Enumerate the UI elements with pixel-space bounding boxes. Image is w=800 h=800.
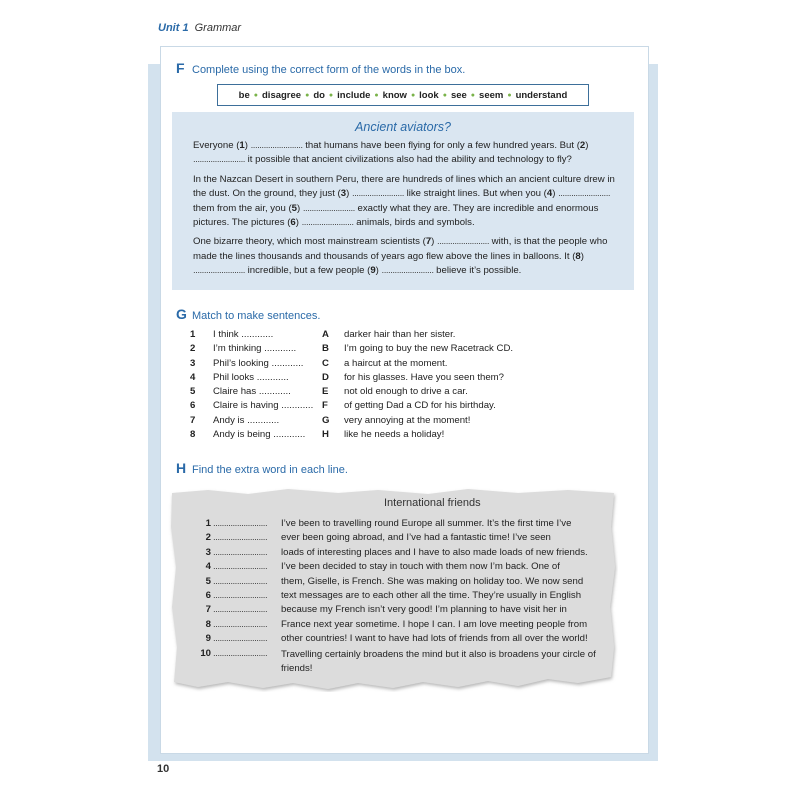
answer-blank: ......................... (213, 518, 268, 529)
reading-text-segment: ) (296, 202, 303, 214)
unit-header (158, 22, 241, 34)
reading-text-segment: In the Nazcan Desert in southern Peru, there are hundreds of lines which an ancient culture drew in the dust. On the ground, they just ( (193, 173, 615, 200)
line-number: 8 (205, 618, 211, 630)
line-number: 9 (205, 633, 211, 645)
line-number: 6 (205, 589, 211, 601)
exercise-f-instruction: Complete using the correct form of the words in the box. (192, 64, 466, 76)
reading-text-segment: animals, birds and symbols. (353, 217, 475, 229)
answer-blank: ......................... (213, 604, 268, 616)
bullet-icon: ● (253, 91, 258, 99)
reading-text-segment: One bizarre theory, which most mainstream scientists ( (193, 236, 426, 248)
reading-text-segment: ) (431, 236, 438, 248)
match-number: 1 (190, 329, 196, 340)
answer-gap: ........................ (301, 217, 354, 229)
reading-text-segment: it possible that ancient civilizations also had the ability and technology to fly? (244, 154, 572, 166)
match-letter: H (322, 429, 329, 441)
reading-paragraph (193, 235, 623, 278)
answer-blank: ......................... (213, 561, 268, 573)
answer-blank: ......................... (213, 532, 268, 544)
word-box (217, 84, 589, 106)
word-box-word: disagree (262, 89, 302, 101)
reading-title: Ancient aviators? (355, 120, 451, 134)
word-box-word: understand (515, 89, 568, 101)
line-number: 2 (205, 532, 211, 544)
bullet-icon: ● (410, 91, 416, 99)
reading-text-segment: them from the air, you ( (193, 202, 292, 214)
reading-text-segment: ) (244, 140, 251, 151)
answer-gap: ........................ (351, 188, 404, 200)
passage-title: International friends (384, 497, 481, 509)
answer-blank: ......................... (213, 618, 268, 630)
match-letter: F (322, 400, 328, 412)
answer-blank: ......................... (213, 647, 268, 659)
exercise-h-instruction: Find the extra word in each line. (192, 464, 348, 476)
answer-gap: ........................ (437, 236, 490, 248)
match-ending: like he needs a holiday! (344, 429, 445, 441)
match-stem: Phil’s looking ............ (213, 357, 304, 369)
reading-text-segment: Everyone ( (193, 140, 240, 151)
answer-blank: ......................... (213, 546, 268, 558)
match-number: 7 (190, 414, 196, 426)
reading-text-segment: ) (585, 140, 589, 151)
match-number: 2 (190, 343, 196, 355)
line-text: I’ve been to travelling round Europe all summer. It’s the first time I’ve (281, 518, 572, 529)
line-text: ever been going abroad, and I’ve had a fantastic time! I’ve seen (281, 532, 551, 544)
match-letter: G (322, 414, 330, 426)
match-letter: C (322, 357, 329, 369)
match-ending: not old enough to drive a car. (344, 386, 468, 398)
match-ending: a haircut at the moment. (344, 357, 448, 369)
bullet-icon: ● (507, 91, 512, 99)
bullet-icon: ● (305, 91, 310, 99)
line-text: loads of interesting places and I have to also made loads of new friends. (281, 546, 588, 558)
line-text: Travelling certainly broadens the mind but it also is broadens your circle of friends! (281, 648, 596, 674)
match-stem: Andy is ............ (213, 414, 280, 426)
gap-number: 4 (546, 188, 553, 200)
answer-blank: ......................... (213, 575, 268, 587)
answer-gap: ........................ (193, 154, 245, 166)
gap-number: 2 (579, 140, 586, 151)
line-number: 3 (205, 546, 211, 558)
match-letter: E (322, 386, 329, 398)
reading-text-segment: ) (295, 217, 302, 229)
reading-text-segment: like straight lines. But when you ( (403, 188, 547, 200)
answer-gap: ........................ (250, 140, 303, 151)
match-stem: Phil looks ............ (213, 371, 289, 383)
reading-text-segment: ) (375, 265, 382, 277)
gap-number: 9 (370, 265, 376, 277)
reading-paragraph (193, 173, 623, 231)
line-text: them, Giselle, is French. She was making on holiday too. We now send (281, 575, 584, 587)
word-box-word: include (337, 89, 371, 101)
bullet-icon: ● (328, 91, 334, 99)
reading-text-segment: that humans have been flying for only a few hundred years. But ( (302, 140, 580, 151)
reading-text-segment: ) (552, 188, 559, 200)
line-number: 5 (205, 575, 211, 587)
match-letter: D (322, 371, 329, 383)
reading-text (193, 139, 623, 284)
gap-number: 1 (239, 140, 245, 151)
line-text: I’ve been decided to stay in touch with them now I’m back. One of (281, 561, 560, 573)
page-number: 10 (157, 763, 170, 775)
gap-number: 6 (290, 217, 296, 229)
match-ending: darker hair than her sister. (344, 329, 456, 340)
line-number: 4 (205, 561, 211, 573)
answer-blank: ......................... (213, 589, 268, 601)
reading-text-segment: believe it’s possible. (433, 265, 522, 277)
line-text: text messages are to each other all the time. They’re usually in English (281, 589, 582, 601)
line-number: 7 (205, 604, 211, 616)
match-stem: Claire has ............ (213, 386, 291, 398)
reading-text-segment: exactly what they are. They are incredible and enormous pictures. The pictures ( (193, 202, 599, 229)
reading-panel (172, 112, 634, 290)
gap-number: 5 (291, 202, 297, 214)
match-stem: Andy is being ............ (213, 429, 306, 441)
reading-text-segment: with, is that the people who made the lines thousands and thousands of years ago flew above the lines in balloons. It ( (193, 236, 608, 262)
word-box-word: know (382, 89, 407, 101)
match-number: 4 (190, 371, 196, 383)
reading-text-segment: incredible, but a few people ( (244, 265, 371, 277)
line-text: because my French isn’t very good! I’m planning to have visit her in (281, 604, 567, 616)
answer-blank: ......................... (213, 633, 268, 645)
match-number: 5 (190, 386, 196, 398)
reading-paragraph (193, 139, 623, 168)
word-box-word: seem (479, 89, 504, 101)
answer-gap: ........................ (302, 202, 355, 214)
match-letter: B (322, 343, 329, 355)
reading-text-segment: ) (580, 250, 584, 262)
gap-number: 8 (575, 250, 581, 262)
match-ending: of getting Dad a CD for his birthday. (344, 400, 496, 412)
match-ending: I’m going to buy the new Racetrack CD. (344, 343, 514, 355)
gap-number: 3 (340, 188, 347, 200)
answer-gap: ........................ (381, 265, 434, 277)
word-box-word: look (419, 89, 439, 101)
unit-label: Unit 1 (158, 22, 189, 34)
line-number: 1 (205, 518, 211, 529)
answer-gap: ........................ (193, 265, 245, 277)
bullet-icon: ● (470, 91, 476, 99)
section-label: Grammar (194, 22, 242, 34)
line-number: 10 (200, 647, 211, 659)
match-number: 3 (190, 357, 196, 369)
gap-number: 7 (425, 236, 432, 248)
match-stem: Claire is having ............ (213, 400, 314, 412)
line-text: France next year sometime. I hope I can. I am love meeting people from (281, 618, 588, 630)
match-letter: A (322, 329, 329, 340)
match-number: 8 (190, 429, 196, 441)
word-box-word: be (238, 89, 250, 101)
match-number: 6 (190, 400, 196, 412)
exercise-h-letter: H (176, 460, 187, 476)
match-stem: I think ............ (213, 329, 274, 340)
bullet-icon: ● (442, 91, 447, 99)
word-box-word: see (450, 89, 467, 101)
exercise-f-letter: F (176, 60, 185, 76)
exercise-g-instruction: Match to make sentences. (192, 310, 321, 322)
match-ending: for his glasses. Have you seen them? (344, 371, 504, 383)
bullet-icon: ● (374, 91, 379, 99)
line-text: other countries! I want to have had lots of friends from all over the world! (281, 633, 588, 645)
match-stem: I’m thinking ............ (213, 343, 297, 355)
reading-text-segment: ) (346, 188, 352, 200)
exercise-g-letter: G (176, 306, 187, 322)
answer-gap: ........................ (558, 188, 611, 200)
match-ending: very annoying at the moment! (344, 414, 471, 426)
word-box-word: do (313, 89, 325, 101)
